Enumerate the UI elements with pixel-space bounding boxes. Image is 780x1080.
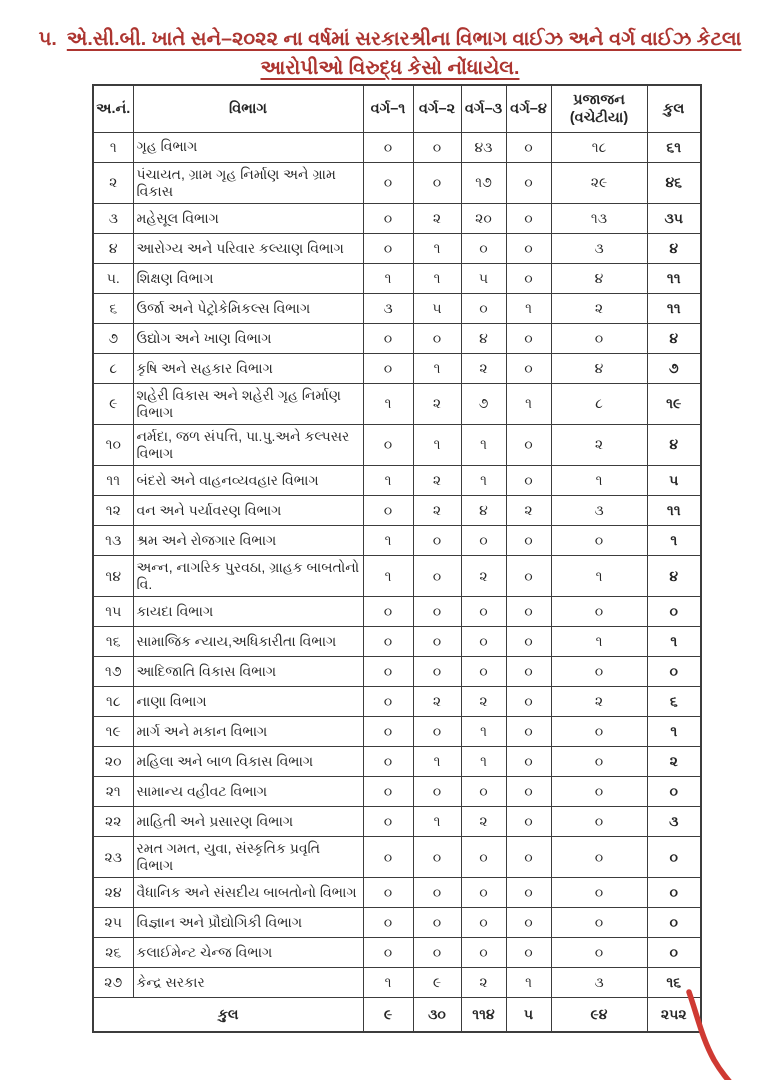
- value-cell-3: ૧: [506, 293, 551, 323]
- value-cell-2: ૧: [461, 717, 506, 747]
- dept-cell: શ્રમ અને રોજગાર વિભાગ: [133, 525, 363, 555]
- value-cell-2: ૦: [461, 597, 506, 627]
- table-row: [93, 203, 701, 233]
- sr-cell: ૨૪: [93, 878, 133, 908]
- table-row: [93, 747, 701, 777]
- value-cell-1: ૧: [413, 233, 461, 263]
- table-row: [93, 938, 701, 968]
- value-cell-3: ૦: [506, 657, 551, 687]
- value-cell-4: ૦: [551, 807, 647, 837]
- value-cell-0: ૦: [363, 424, 413, 465]
- row-total-cell: ૪: [647, 323, 701, 353]
- sr-cell: ૭: [93, 323, 133, 353]
- value-cell-2: ૨: [461, 555, 506, 596]
- dept-cell: આરોગ્ય અને પરિવાર કલ્યાણ વિભાગ: [133, 233, 363, 263]
- value-cell-0: ૦: [363, 938, 413, 968]
- dept-cell: કૃષિ અને સહકાર વિભાગ: [133, 353, 363, 383]
- sr-cell: ૨૬: [93, 938, 133, 968]
- value-cell-4: ૦: [551, 717, 647, 747]
- value-cell-0: ૦: [363, 878, 413, 908]
- column-header-2: વર્ગ–૧: [363, 85, 413, 132]
- sr-cell: ૧૦: [93, 424, 133, 465]
- table-row: [93, 263, 701, 293]
- value-cell-4: ૦: [551, 878, 647, 908]
- page-title: [30, 25, 750, 84]
- footer-value-cell-2: ૧૧૪: [461, 998, 506, 1032]
- footer-value-cell-0: ૯: [363, 998, 413, 1032]
- value-cell-3: ૦: [506, 323, 551, 353]
- value-cell-1: ૧: [413, 424, 461, 465]
- row-total-cell: ૧૧: [647, 495, 701, 525]
- value-cell-3: ૦: [506, 353, 551, 383]
- row-total-cell: ૩: [647, 807, 701, 837]
- row-total-cell: ૦: [647, 597, 701, 627]
- dept-cell: પંચાયત, ગ્રામ ગૃહ નિર્માણ અને ગ્રામ વિકાસ: [133, 162, 363, 203]
- dept-cell: માર્ગ અને મકાન વિભાગ: [133, 717, 363, 747]
- value-cell-1: ૦: [413, 132, 461, 162]
- value-cell-0: ૦: [363, 777, 413, 807]
- dept-cell: શિક્ષણ વિભાગ: [133, 263, 363, 293]
- sr-cell: ૩: [93, 203, 133, 233]
- value-cell-4: ૦: [551, 747, 647, 777]
- value-cell-4: ૦: [551, 938, 647, 968]
- value-cell-4: ૧૮: [551, 132, 647, 162]
- value-cell-3: ૦: [506, 465, 551, 495]
- sr-cell: ૧૪: [93, 555, 133, 596]
- value-cell-2: ૦: [461, 938, 506, 968]
- value-cell-0: ૦: [363, 495, 413, 525]
- value-cell-1: ૧: [413, 807, 461, 837]
- row-total-cell: ૧: [647, 627, 701, 657]
- sr-cell: ૬: [93, 293, 133, 323]
- footer-label: કુલ: [93, 998, 363, 1032]
- sr-cell: ૮: [93, 353, 133, 383]
- value-cell-1: ૧: [413, 747, 461, 777]
- table-row: [93, 465, 701, 495]
- value-cell-4: ૨: [551, 424, 647, 465]
- value-cell-4: ૧: [551, 555, 647, 596]
- value-cell-4: ૨૯: [551, 162, 647, 203]
- value-cell-3: ૦: [506, 777, 551, 807]
- value-cell-4: ૪: [551, 263, 647, 293]
- value-cell-2: ૫: [461, 263, 506, 293]
- title-line-2: [30, 54, 750, 83]
- table-row: [93, 162, 701, 203]
- column-header-0: અ.નં.: [93, 85, 133, 132]
- sr-cell: ૯: [93, 383, 133, 424]
- sr-cell: ૨૦: [93, 747, 133, 777]
- value-cell-0: ૦: [363, 837, 413, 878]
- sr-cell: ૧૨: [93, 495, 133, 525]
- table-row: [93, 717, 701, 747]
- value-cell-2: ૪: [461, 495, 506, 525]
- value-cell-2: ૨૦: [461, 203, 506, 233]
- dept-cell: ઉર્જા અને પેટ્રોકેમિકલ્સ વિભાગ: [133, 293, 363, 323]
- grand-total-cell: ૨૫૨: [647, 998, 701, 1032]
- table-row: [93, 878, 701, 908]
- dept-cell: કેન્દ્ર સરકાર: [133, 968, 363, 998]
- sr-cell: ૨: [93, 162, 133, 203]
- dept-cell: નર્મદા, જળ સંપત્તિ, પા.પુ.અને કલ્પસર વિભાગ: [133, 424, 363, 465]
- dept-cell: ગૃહ વિભાગ: [133, 132, 363, 162]
- sr-cell: ૫.: [93, 263, 133, 293]
- value-cell-3: ૦: [506, 525, 551, 555]
- sr-cell: ૧૧: [93, 465, 133, 495]
- value-cell-3: ૦: [506, 687, 551, 717]
- row-total-cell: ૨: [647, 747, 701, 777]
- value-cell-0: ૦: [363, 353, 413, 383]
- value-cell-3: ૦: [506, 908, 551, 938]
- value-cell-1: ૦: [413, 627, 461, 657]
- row-total-cell: ૬૧: [647, 132, 701, 162]
- value-cell-0: ૦: [363, 657, 413, 687]
- dept-cell: વૈધાનિક અને સંસદીય બાબતોનો વિભાગ: [133, 878, 363, 908]
- row-total-cell: ૪: [647, 424, 701, 465]
- value-cell-1: ૦: [413, 597, 461, 627]
- sr-cell: ૨૩: [93, 837, 133, 878]
- dept-cell: વિજ્ઞાન અને પ્રૌદ્યોગિકી વિભાગ: [133, 908, 363, 938]
- value-cell-2: ૧૭: [461, 162, 506, 203]
- table-row: [93, 807, 701, 837]
- value-cell-3: ૦: [506, 938, 551, 968]
- dept-cell: વન અને પર્યાવરણ વિભાગ: [133, 495, 363, 525]
- sr-cell: ૨૨: [93, 807, 133, 837]
- dept-cell: મહેસૂલ વિભાગ: [133, 203, 363, 233]
- table-row: [93, 837, 701, 878]
- table-row: [93, 687, 701, 717]
- value-cell-1: ૦: [413, 777, 461, 807]
- table-row: [93, 968, 701, 998]
- title-line-1: [30, 25, 750, 54]
- row-total-cell: ૧૯: [647, 383, 701, 424]
- dept-cell: અન્ન, નાગરિક પુરવઠા, ગ્રાહક બાબતોનો વિ.: [133, 555, 363, 596]
- value-cell-2: ૨: [461, 968, 506, 998]
- value-cell-1: ૦: [413, 938, 461, 968]
- value-cell-3: ૦: [506, 837, 551, 878]
- table-row: [93, 555, 701, 596]
- sr-cell: ૧૮: [93, 687, 133, 717]
- value-cell-1: ૦: [413, 162, 461, 203]
- sr-cell: ૧૭: [93, 657, 133, 687]
- value-cell-1: ૨: [413, 687, 461, 717]
- dept-cell: કાયદા વિભાગ: [133, 597, 363, 627]
- value-cell-2: ૦: [461, 657, 506, 687]
- value-cell-0: ૦: [363, 132, 413, 162]
- row-total-cell: ૪૬: [647, 162, 701, 203]
- value-cell-4: ૨: [551, 687, 647, 717]
- table-row: [93, 657, 701, 687]
- value-cell-1: ૦: [413, 878, 461, 908]
- value-cell-0: ૧: [363, 263, 413, 293]
- sr-cell: ૧૩: [93, 525, 133, 555]
- sr-cell: ૨૫: [93, 908, 133, 938]
- value-cell-3: ૦: [506, 203, 551, 233]
- value-cell-2: ૪: [461, 323, 506, 353]
- cases-table: [92, 84, 702, 1033]
- table-row: [93, 908, 701, 938]
- footer-value-cell-3: ૫: [506, 998, 551, 1032]
- table-row: [93, 525, 701, 555]
- table-body: [93, 132, 701, 998]
- footer-value-cell-4: ૯૪: [551, 998, 647, 1032]
- value-cell-3: ૦: [506, 424, 551, 465]
- value-cell-4: ૦: [551, 597, 647, 627]
- dept-cell: બંદરો અને વાહનવ્યવહાર વિભાગ: [133, 465, 363, 495]
- title-number: ૫.: [38, 28, 57, 50]
- value-cell-4: ૩: [551, 233, 647, 263]
- value-cell-0: ૦: [363, 717, 413, 747]
- sr-cell: ૧૬: [93, 627, 133, 657]
- row-total-cell: ૧: [647, 717, 701, 747]
- row-total-cell: ૭: [647, 353, 701, 383]
- value-cell-1: ૨: [413, 465, 461, 495]
- value-cell-3: ૦: [506, 233, 551, 263]
- table-row: [93, 424, 701, 465]
- title-line-1-text: એ.સી.બી. ખાતે સને–૨૦૨૨ ના વર્ષમાં સરકારશ્રીના વિભાગ વાઈઝ અને વર્ગ વાઈઝ કેટલા: [66, 28, 742, 50]
- table-header: [93, 85, 701, 132]
- value-cell-1: ૧: [413, 353, 461, 383]
- value-cell-4: ૧: [551, 627, 647, 657]
- value-cell-1: ૦: [413, 717, 461, 747]
- value-cell-3: ૦: [506, 263, 551, 293]
- value-cell-1: ૦: [413, 837, 461, 878]
- table-row: [93, 233, 701, 263]
- value-cell-3: ૨: [506, 495, 551, 525]
- row-total-cell: ૦: [647, 938, 701, 968]
- table-row: [93, 293, 701, 323]
- sr-cell: ૨૧: [93, 777, 133, 807]
- value-cell-4: ૧: [551, 465, 647, 495]
- value-cell-1: ૧: [413, 263, 461, 293]
- value-cell-3: ૦: [506, 878, 551, 908]
- dept-cell: રમત ગમત, યુવા, સંસ્કૃતિક પ્રવૃતિ વિભાગ: [133, 837, 363, 878]
- value-cell-0: ૦: [363, 233, 413, 263]
- value-cell-2: ૦: [461, 837, 506, 878]
- value-cell-0: ૧: [363, 525, 413, 555]
- value-cell-1: ૦: [413, 555, 461, 596]
- value-cell-2: ૦: [461, 233, 506, 263]
- value-cell-3: ૦: [506, 555, 551, 596]
- dept-cell: સામાજિક ન્યાય,અધિકારીતા વિભાગ: [133, 627, 363, 657]
- value-cell-4: ૦: [551, 777, 647, 807]
- dept-cell: સામાન્ય વહીવટ વિભાગ: [133, 777, 363, 807]
- table-row: [93, 627, 701, 657]
- column-header-4: વર્ગ–૩: [461, 85, 506, 132]
- table-row: [93, 323, 701, 353]
- dept-cell: નાણા વિભાગ: [133, 687, 363, 717]
- value-cell-4: ૨: [551, 293, 647, 323]
- value-cell-4: ૦: [551, 323, 647, 353]
- value-cell-3: ૦: [506, 627, 551, 657]
- table-footer: [93, 998, 701, 1032]
- column-header-7: કુલ: [647, 85, 701, 132]
- value-cell-4: ૦: [551, 657, 647, 687]
- column-header-5: વર્ગ–૪: [506, 85, 551, 132]
- value-cell-3: ૦: [506, 747, 551, 777]
- value-cell-2: ૦: [461, 908, 506, 938]
- value-cell-3: ૦: [506, 597, 551, 627]
- value-cell-3: ૧: [506, 968, 551, 998]
- header-row: [93, 85, 701, 132]
- column-header-6: પ્રજાજન (વચેટીયા): [551, 85, 647, 132]
- value-cell-2: ૦: [461, 627, 506, 657]
- value-cell-4: ૦: [551, 908, 647, 938]
- value-cell-4: ૩: [551, 968, 647, 998]
- footer-row: [93, 998, 701, 1032]
- value-cell-2: ૧: [461, 424, 506, 465]
- value-cell-1: ૯: [413, 968, 461, 998]
- value-cell-2: ૧: [461, 465, 506, 495]
- value-cell-0: ૦: [363, 687, 413, 717]
- value-cell-3: ૦: [506, 717, 551, 747]
- value-cell-4: ૦: [551, 525, 647, 555]
- value-cell-0: ૧: [363, 383, 413, 424]
- value-cell-1: ૨: [413, 203, 461, 233]
- table-row: [93, 383, 701, 424]
- value-cell-2: ૨: [461, 807, 506, 837]
- value-cell-4: ૩: [551, 495, 647, 525]
- title-line-2-text: આરોપીઓ વિરુદ્ધ કેસો નોંધાયેલ.: [260, 57, 520, 80]
- dept-cell: મહિલા અને બાળ વિકાસ વિભાગ: [133, 747, 363, 777]
- value-cell-0: ૦: [363, 627, 413, 657]
- value-cell-4: ૮: [551, 383, 647, 424]
- sr-cell: ૪: [93, 233, 133, 263]
- value-cell-1: ૦: [413, 657, 461, 687]
- value-cell-0: ૦: [363, 747, 413, 777]
- value-cell-3: ૦: [506, 162, 551, 203]
- value-cell-1: ૦: [413, 908, 461, 938]
- column-header-3: વર્ગ–૨: [413, 85, 461, 132]
- table-row: [93, 353, 701, 383]
- row-total-cell: ૬: [647, 687, 701, 717]
- value-cell-1: ૨: [413, 383, 461, 424]
- footer-value-cell-1: ૩૦: [413, 998, 461, 1032]
- dept-cell: કલાઈમેન્ટ ચેન્જ વિભાગ: [133, 938, 363, 968]
- value-cell-2: ૭: [461, 383, 506, 424]
- sr-cell: ૨૭: [93, 968, 133, 998]
- value-cell-4: ૪: [551, 353, 647, 383]
- row-total-cell: ૦: [647, 657, 701, 687]
- row-total-cell: ૦: [647, 777, 701, 807]
- row-total-cell: ૦: [647, 878, 701, 908]
- value-cell-3: ૧: [506, 383, 551, 424]
- value-cell-0: ૧: [363, 555, 413, 596]
- value-cell-0: ૦: [363, 162, 413, 203]
- value-cell-2: ૨: [461, 687, 506, 717]
- table-row: [93, 597, 701, 627]
- value-cell-1: ૦: [413, 323, 461, 353]
- row-total-cell: ૩૫: [647, 203, 701, 233]
- value-cell-2: ૨: [461, 353, 506, 383]
- row-total-cell: ૧૧: [647, 293, 701, 323]
- value-cell-1: ૨: [413, 495, 461, 525]
- row-total-cell: ૧૧: [647, 263, 701, 293]
- value-cell-2: ૪૩: [461, 132, 506, 162]
- value-cell-0: ૩: [363, 293, 413, 323]
- value-cell-0: ૦: [363, 908, 413, 938]
- value-cell-2: ૦: [461, 878, 506, 908]
- dept-cell: આદિજાતિ વિકાસ વિભાગ: [133, 657, 363, 687]
- value-cell-3: ૦: [506, 132, 551, 162]
- row-total-cell: ૦: [647, 837, 701, 878]
- column-header-1: વિભાગ: [133, 85, 363, 132]
- value-cell-4: ૦: [551, 837, 647, 878]
- value-cell-0: ૦: [363, 807, 413, 837]
- value-cell-0: ૦: [363, 597, 413, 627]
- sr-cell: ૧૫: [93, 597, 133, 627]
- value-cell-2: ૧: [461, 747, 506, 777]
- dept-cell: માહિતી અને પ્રસારણ વિભાગ: [133, 807, 363, 837]
- value-cell-0: ૦: [363, 203, 413, 233]
- dept-cell: શહેરી વિકાસ અને શહેરી ગૃહ નિર્માણ વિભાગ: [133, 383, 363, 424]
- value-cell-1: ૦: [413, 525, 461, 555]
- value-cell-3: ૦: [506, 807, 551, 837]
- row-total-cell: ૧: [647, 525, 701, 555]
- value-cell-2: ૦: [461, 525, 506, 555]
- value-cell-0: ૧: [363, 968, 413, 998]
- row-total-cell: ૧૬: [647, 968, 701, 998]
- row-total-cell: ૪: [647, 555, 701, 596]
- value-cell-2: ૦: [461, 777, 506, 807]
- sr-cell: ૧૯: [93, 717, 133, 747]
- value-cell-4: ૧૩: [551, 203, 647, 233]
- dept-cell: ઉદ્યોગ અને ખાણ વિભાગ: [133, 323, 363, 353]
- value-cell-1: ૫: [413, 293, 461, 323]
- row-total-cell: ૦: [647, 908, 701, 938]
- row-total-cell: ૫: [647, 465, 701, 495]
- value-cell-0: ૧: [363, 465, 413, 495]
- table-row: [93, 777, 701, 807]
- row-total-cell: ૪: [647, 233, 701, 263]
- value-cell-2: ૦: [461, 293, 506, 323]
- table-row: [93, 132, 701, 162]
- sr-cell: ૧: [93, 132, 133, 162]
- value-cell-0: ૦: [363, 323, 413, 353]
- table-row: [93, 495, 701, 525]
